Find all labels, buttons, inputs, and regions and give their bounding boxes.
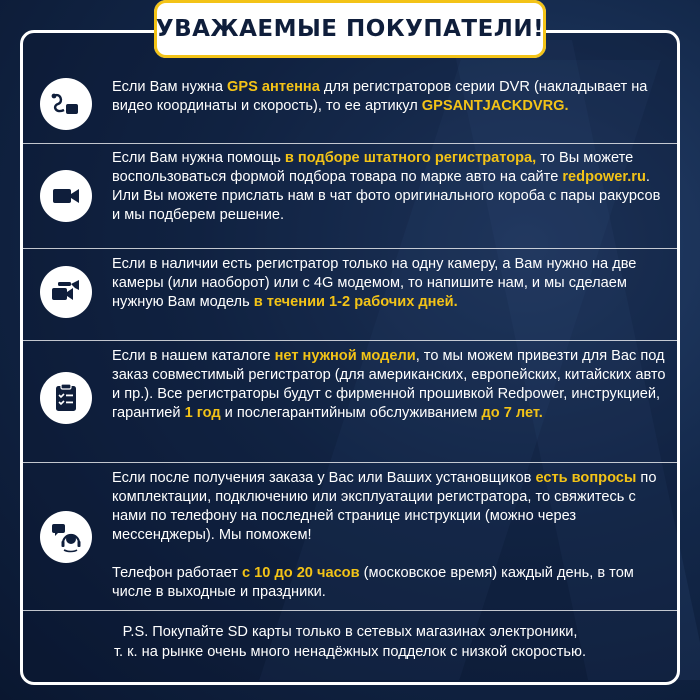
divider — [23, 248, 677, 249]
section-text: , то мы можем привезти для Вас под заказ совместимый регистратор (для американских, европейских, китайских авто и пр.). Все регистраторы будут с фирменной прошивкой Redpower, инструкцией, гарантией — [112, 348, 666, 421]
section-highlight: до 7 лет. — [481, 405, 543, 421]
title-banner — [154, 0, 546, 58]
section-text: (московское время) каждый день, в том числе в выходные и праздники. — [112, 565, 634, 600]
section-highlight: GPS антенна — [227, 79, 320, 95]
section-text: Если после получения заказа у Вас или Ваших установщиков — [112, 470, 536, 486]
section-highlight: GPSANTJACKDVRG. — [421, 98, 569, 114]
section-text: Телефон работает — [112, 565, 242, 581]
video-camera-icon — [50, 180, 82, 212]
section-text: Если в наличии есть регистратор только на одну камеру, а Вам нужно на две камеры (или наоборот) или с 4G модемом, то напишите нам, и мы сделаем нужную Вам модель — [112, 256, 637, 310]
postscript — [40, 622, 660, 662]
section-icon — [40, 266, 92, 318]
section-text: Если Вам нужна — [112, 79, 228, 95]
section-highlight: в подборе штатного регистратора, — [284, 150, 537, 166]
dual-camera-icon — [50, 276, 82, 308]
section-highlight: с 10 до 20 часов — [242, 565, 360, 581]
section-gps-antenna — [112, 78, 672, 116]
section-text: . Или Вы можете прислать нам в чат фото оригинального короба с пары ракурсов и мы подберем решение. — [112, 169, 661, 223]
section-icon — [40, 78, 92, 130]
support-headset-icon — [50, 521, 82, 553]
section-selection-help — [112, 149, 672, 225]
page-title: УВАЖАЕМЫЕ ПОКУПАТЕЛИ! — [155, 16, 545, 42]
section-icon — [40, 511, 92, 563]
section-text: Если в нашем каталоге — [112, 348, 275, 364]
section-text: и послегарантийным обслуживанием — [220, 405, 482, 421]
section-text: Если Вам нужна помощь — [112, 150, 285, 166]
gps-antenna-icon — [50, 88, 82, 120]
section-icon — [40, 372, 92, 424]
section-text: то Вы можете воспользоваться формой подбора товара по марке авто на сайте — [112, 150, 634, 185]
site-link[interactable]: redpower.ru — [562, 169, 646, 185]
postscript-line: т. к. на рынке очень много ненадёжных подделок с низкой скоростью. — [113, 644, 587, 660]
section-highlight: 1 год — [184, 405, 221, 421]
section-text: по комплектации, подключению или эксплуатации регистратора, то свяжитесь с нами по телефону на последней странице инструкции (можно через мессенджеры). Мы поможем! — [112, 470, 657, 543]
divider — [23, 462, 677, 463]
section-highlight: нет нужной модели — [274, 348, 416, 364]
section-custom-model — [112, 255, 672, 312]
section-highlight: в течении 1-2 рабочих дней. — [253, 294, 458, 310]
section-text: для регистраторов серии DVR (накладывает на видео координаты и скорость), то ее артикул — [112, 79, 648, 114]
divider — [23, 610, 677, 611]
divider — [23, 143, 677, 144]
divider — [23, 340, 677, 341]
section-support — [112, 469, 672, 602]
section-icon — [40, 170, 92, 222]
section-highlight: есть вопросы — [535, 470, 637, 486]
postscript-line: P.S. Покупайте SD карты только в сетевых магазинах электроники, — [122, 624, 578, 640]
section-catalog-order — [112, 347, 672, 423]
checklist-icon — [50, 382, 82, 414]
